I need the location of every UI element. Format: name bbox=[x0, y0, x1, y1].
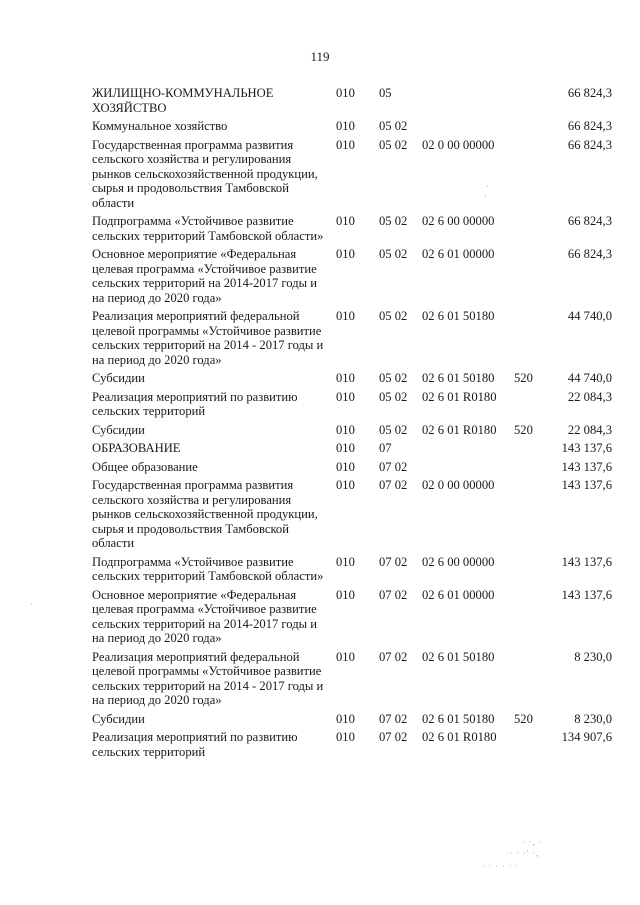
amount: 8 230,0 bbox=[574, 649, 612, 664]
table-row bbox=[92, 555, 612, 584]
section-code: 05 02 bbox=[379, 214, 408, 228]
amount: 134 907,6 bbox=[561, 730, 612, 744]
row-name: Подпрограмма «Устойчивое развитие сельских территорий Тамбовской области» bbox=[92, 214, 324, 243]
scan-speck: · bbox=[30, 600, 33, 609]
section-code: 07 02 bbox=[379, 587, 408, 602]
section-code: 05 02 bbox=[379, 119, 408, 133]
section-code: 05 02 bbox=[379, 309, 408, 323]
target-code: 02 6 01 50180 bbox=[422, 309, 495, 323]
row-name: ЖИЛИЩНО-КОММУНАЛЬНОЕ ХОЗЯЙСТВО bbox=[92, 86, 274, 115]
page-number: 119 bbox=[310, 49, 330, 64]
ved-code: 010 bbox=[336, 730, 355, 744]
table-row bbox=[92, 214, 612, 243]
ved-code: 010 bbox=[336, 86, 355, 100]
amount: 22 084,3 bbox=[567, 422, 612, 437]
target-code: 02 6 00 00000 bbox=[422, 554, 495, 569]
table-row bbox=[92, 371, 612, 386]
amount: 143 137,6 bbox=[561, 554, 612, 569]
ved-code: 010 bbox=[336, 459, 355, 474]
ved-code: 010 bbox=[336, 389, 355, 404]
section-code: 05 02 bbox=[379, 247, 408, 261]
target-code: 02 0 00 00000 bbox=[422, 137, 495, 152]
ved-code: 010 bbox=[336, 371, 355, 385]
row-name: Реализация мероприятий федеральной целевой программы «Устойчивое развитие сельских территорий на 2014 - 2017 годы и на период до 2020 года» bbox=[92, 649, 324, 707]
row-name: ОБРАЗОВАНИЕ bbox=[92, 441, 181, 455]
table-row bbox=[92, 650, 612, 708]
section-code: 07 02 bbox=[379, 649, 408, 664]
row-name: Субсидии bbox=[92, 371, 145, 385]
amount: 143 137,6 bbox=[561, 587, 612, 602]
expense-type-code: 520 bbox=[514, 371, 533, 385]
row-name: Основное мероприятие «Федеральная целевая программа «Устойчивое развитие сельских территорий на 2014-2017 годы и на период до 2020 года» bbox=[92, 247, 317, 305]
row-name: Коммунальное хозяйство bbox=[92, 119, 228, 133]
section-code: 07 02 bbox=[379, 730, 408, 744]
table-row bbox=[92, 86, 612, 115]
row-name: Государственная программа развития сельского хозяйства и регулирования рынков сельскохозяйственной продукции, сырья и продовольствия Тамбовской области bbox=[92, 137, 318, 210]
amount: 143 137,6 bbox=[561, 459, 612, 474]
section-code: 05 02 bbox=[379, 137, 408, 152]
scan-speck: · bbox=[484, 192, 487, 201]
target-code: 02 6 01 R0180 bbox=[422, 730, 497, 744]
table-row bbox=[92, 423, 612, 438]
amount: 22 084,3 bbox=[567, 389, 612, 404]
table-row bbox=[92, 478, 612, 551]
ved-code: 010 bbox=[336, 137, 355, 152]
scan-artifact: · ·‚ · ·· · ·' ·‚ · · · · · · bbox=[482, 838, 543, 871]
section-code: 07 bbox=[379, 441, 392, 455]
target-code: 02 6 00 00000 bbox=[422, 214, 495, 228]
expense-type-code: 520 bbox=[514, 711, 533, 726]
section-code: 05 bbox=[379, 86, 392, 100]
ved-code: 010 bbox=[336, 554, 355, 569]
target-code: 02 6 01 R0180 bbox=[422, 422, 497, 437]
row-name: Основное мероприятие «Федеральная целевая программа «Устойчивое развитие сельских территорий на 2014-2017 годы и на период до 2020 года» bbox=[92, 587, 317, 645]
ved-code: 010 bbox=[336, 587, 355, 602]
row-name: Общее образование bbox=[92, 459, 198, 474]
scan-speck: · bbox=[486, 182, 489, 191]
target-code: 02 6 01 50180 bbox=[422, 371, 495, 385]
target-code: 02 6 01 00000 bbox=[422, 247, 495, 261]
target-code: 02 6 01 R0180 bbox=[422, 389, 497, 404]
table-row bbox=[92, 247, 612, 305]
ved-code: 010 bbox=[336, 119, 355, 133]
amount: 66 824,3 bbox=[567, 247, 612, 261]
ved-code: 010 bbox=[336, 441, 355, 455]
expense-type-code: 520 bbox=[514, 422, 533, 437]
table-row bbox=[92, 441, 612, 456]
section-code: 05 02 bbox=[379, 422, 408, 437]
ved-code: 010 bbox=[336, 214, 355, 228]
amount: 44 740,0 bbox=[567, 309, 612, 323]
row-name: Реализация мероприятий по развитию сельских территорий bbox=[92, 730, 298, 759]
amount: 143 137,6 bbox=[561, 441, 612, 455]
amount: 66 824,3 bbox=[567, 137, 612, 152]
budget-table bbox=[92, 86, 612, 763]
table-row bbox=[92, 712, 612, 727]
table-row bbox=[92, 309, 612, 367]
row-name: Реализация мероприятий федеральной целевой программы «Устойчивое развитие сельских территорий на 2014 - 2017 годы и на период до 2020 года» bbox=[92, 309, 324, 367]
ved-code: 010 bbox=[336, 711, 355, 726]
amount: 143 137,6 bbox=[561, 478, 612, 492]
row-name: Государственная программа развития сельского хозяйства и регулирования рынков сельскохозяйственной продукции, сырья и продовольствия Тамбовской области bbox=[92, 478, 318, 550]
section-code: 07 02 bbox=[379, 554, 408, 569]
amount: 66 824,3 bbox=[567, 119, 612, 133]
table-row bbox=[92, 138, 612, 211]
target-code: 02 6 01 00000 bbox=[422, 587, 495, 602]
ved-code: 010 bbox=[336, 649, 355, 664]
ved-code: 010 bbox=[336, 422, 355, 437]
amount: 66 824,3 bbox=[567, 86, 612, 100]
ved-code: 010 bbox=[336, 247, 355, 261]
table-row bbox=[92, 730, 612, 759]
table-row bbox=[92, 460, 612, 475]
row-name: Субсидии bbox=[92, 711, 145, 726]
target-code: 02 6 01 50180 bbox=[422, 711, 495, 726]
ved-code: 010 bbox=[336, 309, 355, 323]
table-row bbox=[92, 588, 612, 646]
amount: 66 824,3 bbox=[567, 214, 612, 228]
section-code: 05 02 bbox=[379, 389, 408, 404]
row-name: Субсидии bbox=[92, 422, 145, 437]
target-code: 02 0 00 00000 bbox=[422, 478, 495, 492]
table-row bbox=[92, 119, 612, 134]
section-code: 07 02 bbox=[379, 711, 408, 726]
table-row bbox=[92, 390, 612, 419]
row-name: Подпрограмма «Устойчивое развитие сельских территорий Тамбовской области» bbox=[92, 554, 324, 583]
section-code: 05 02 bbox=[379, 371, 408, 385]
row-name: Реализация мероприятий по развитию сельских территорий bbox=[92, 389, 298, 418]
target-code: 02 6 01 50180 bbox=[422, 649, 495, 664]
section-code: 07 02 bbox=[379, 478, 408, 492]
amount: 8 230,0 bbox=[574, 711, 612, 726]
ved-code: 010 bbox=[336, 478, 355, 492]
section-code: 07 02 bbox=[379, 459, 408, 474]
amount: 44 740,0 bbox=[567, 371, 612, 385]
